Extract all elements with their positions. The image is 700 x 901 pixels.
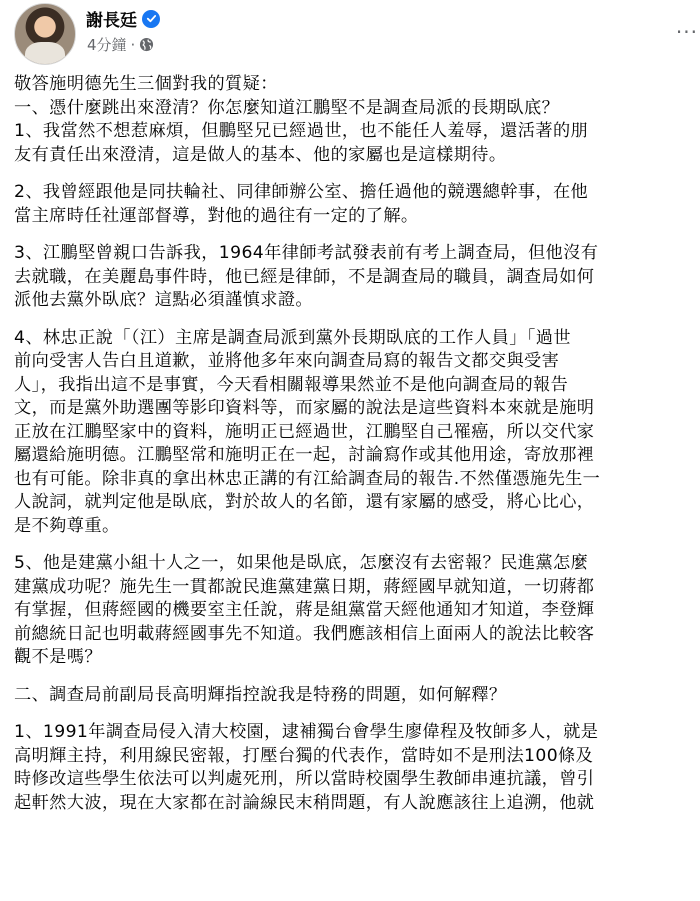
text-line: 1、1991年調查局侵入清大校園，逮補獨台會學生廖偉程及牧師多人，就是	[14, 722, 599, 742]
text-line: 是不夠尊重。	[14, 515, 120, 536]
text-line: 正放在江鵬堅家中的資料，施明正已經過世，江鵬堅自己罹癌，所以交代家	[14, 421, 595, 442]
text-line: 去就職，在美麗島事件時，他已經是律師，不是調查局的職員，調查局如何	[14, 266, 595, 287]
text-line: 建黨成功呢？施先生一貫都說民進黨建黨日期，蔣經國早就知道，一切蔣都	[14, 576, 595, 597]
paragraph-3	[14, 242, 700, 313]
meta-separator: ·	[130, 35, 136, 54]
post-body	[14, 73, 700, 829]
text-line: 1、我當然不想惹麻煩，但鵬堅兄已經過世，也不能任人羞辱，還活著的朋	[14, 121, 589, 141]
author-avatar[interactable]	[14, 3, 76, 65]
text-line: 觀不是嗎？	[14, 647, 102, 667]
text-line: 一、憑什麼跳出來澄清？你怎麼知道江鵬堅不是調查局派的長期臥底？	[14, 97, 560, 118]
paragraph-2	[14, 181, 700, 228]
text-line: 友有責任出來澄清，這是做人的基本、他的家屬也是這樣期待。	[14, 144, 507, 165]
more-options-icon[interactable]: ···	[675, 20, 698, 44]
text-line: 前總統日記也明載蔣經國事先不知道。我們應該相信上面兩人的說法比較客	[14, 623, 595, 644]
text-line: 當主席時任社運部督導，對他的過往有一定的了解。	[14, 205, 419, 226]
post-meta	[87, 34, 154, 55]
public-globe-icon[interactable]	[139, 37, 154, 52]
text-line: 前向受害人告白且道歉，並將他多年來向調查局寫的報告文都交與受害	[14, 351, 560, 371]
text-line: 5、他是建黨小組十人之一，如果他是臥底，怎麼沒有去密報？民進黨怎麼	[14, 553, 589, 573]
text-line: 3、江鵬堅曾親口告訴我，1964年律師考試發表前有考上調查局，但他沒有	[14, 243, 599, 263]
paragraph-4	[14, 327, 700, 539]
text-line: 二、調查局前副局長高明輝指控說我是特務的問題，如何解釋？	[14, 684, 507, 705]
text-line: 時修改這些學生依法可以判處死刑，所以當時校園學生教師串連抗議，曾引	[14, 769, 595, 789]
text-line: 派他去黨外臥底？這點必須謹慎求證。	[14, 290, 313, 310]
paragraph-section-2-heading	[14, 684, 700, 708]
text-line: 2、我曾經跟他是同扶輪社、同律師辦公室、擔任過他的競選總幹事，在他	[14, 182, 589, 202]
post-header	[0, 0, 700, 70]
text-line: 屬還給施明德。江鵬堅常和施明正在一起，討論寫作或其他用途，寄放那裡	[14, 445, 595, 465]
paragraph-intro	[14, 73, 700, 167]
verified-badge-icon	[142, 10, 160, 28]
text-line: 4、林忠正說「（江）主席是調查局派到黨外長期臥底的工作人員」「過世	[14, 327, 571, 348]
text-line: 人」，我指出這不是事實，今天看相關報導果然並不是他向調查局的報告	[14, 374, 569, 395]
author-name-row	[86, 6, 160, 31]
text-line: 敬答施明德先生三個對我的質疑：	[14, 74, 278, 94]
text-line: 也有可能。除非真的拿出林忠正講的有江給調查局的報告.不然僅憑施先生一	[14, 468, 601, 489]
text-line: 起軒然大波，現在大家都在討論線民末稍問題，有人說應該往上追溯，他就	[14, 792, 595, 813]
text-line: 人說詞，就判定他是臥底，對於故人的名節，還有家屬的感受，將心比心，	[14, 492, 595, 512]
text-line: 文，而是黨外助選團等影印資料等，而家屬的說法是這些資料本來就是施明	[14, 398, 595, 418]
text-line: 高明輝主持，利用線民密報，打壓台獨的代表作，當時如不是刑法100條及	[14, 745, 594, 766]
post-timestamp[interactable]: 4分鐘	[87, 36, 127, 54]
paragraph-5	[14, 552, 700, 670]
paragraph-6	[14, 721, 700, 815]
text-line: 有掌握，但蔣經國的機要室主任說，蔣是組黨當天經他通知才知道，李登輝	[14, 600, 595, 620]
author-name[interactable]: 謝長廷	[86, 11, 137, 31]
